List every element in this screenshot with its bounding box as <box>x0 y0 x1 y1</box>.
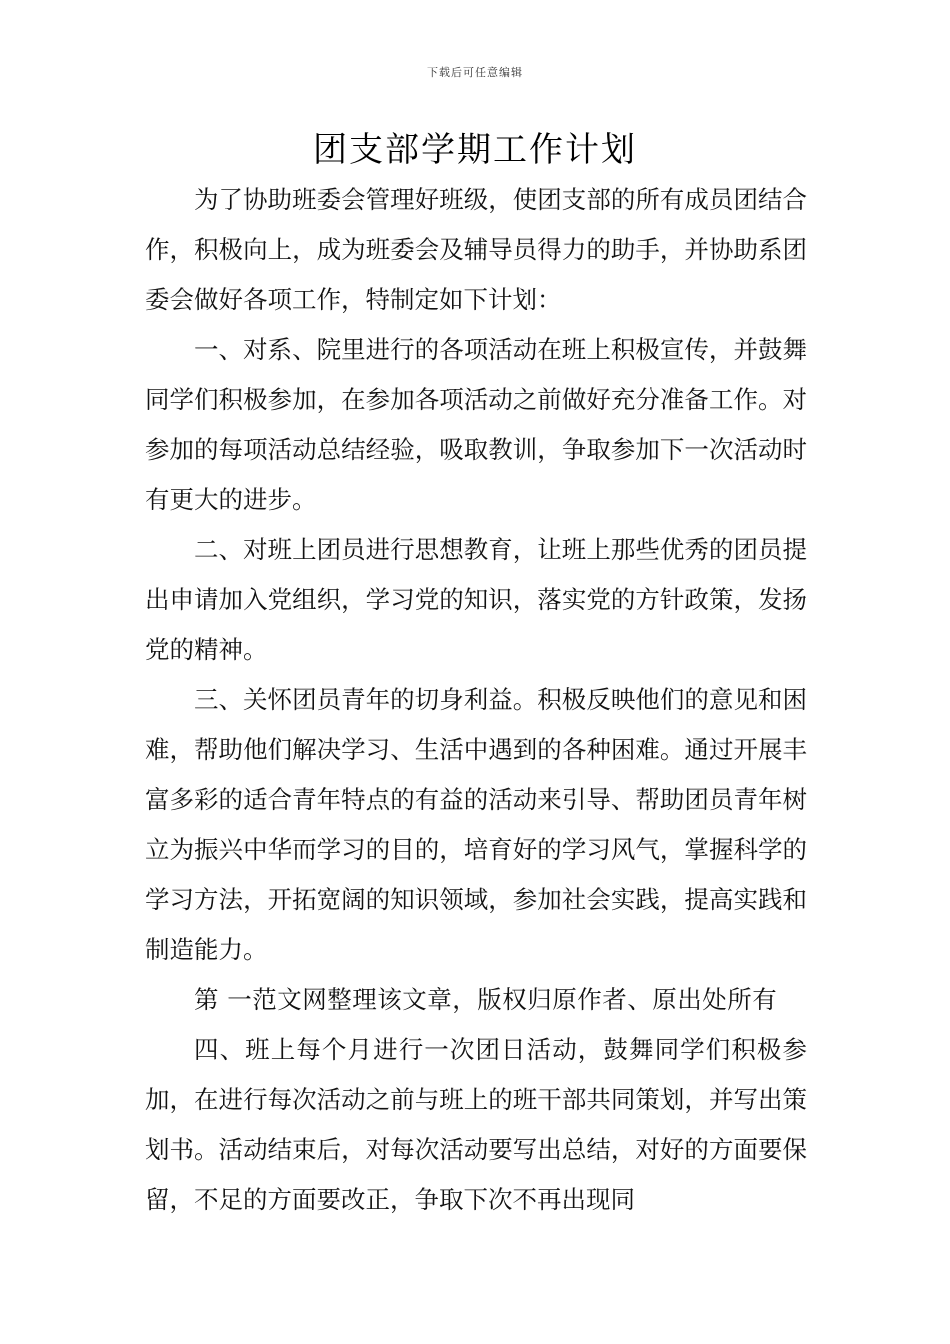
paragraph-item-4: 四、班上每个月进行一次团日活动，鼓舞同学们积极参加，在进行每次活动之前与班上的班干部共同策划，并写出策划书。活动结束后，对每次活动要写出总结，对好的方面要保留，不足的方面要改正，争取下次不再出现同 <box>145 1035 807 1214</box>
paragraph-item-1: 一、对系、院里进行的各项活动在班上积极宣传，并鼓舞同学们积极参加，在参加各项活动之前做好充分准备工作。对参加的每项活动总结经验，吸取教训，争取参加下一次活动时有更大的进步。 <box>145 335 807 514</box>
paragraph-intro: 为了协助班委会管理好班级，使团支部的所有成员团结合作，积极向上，成为班委会及辅导员得力的助手，并协助系团委会做好各项工作，特制定如下计划： <box>145 185 807 314</box>
document-title: 团支部学期工作计划 <box>313 130 637 170</box>
copyright-notice: 第 一范文网整理该文章，版权归原作者、原出处所有 <box>194 985 778 1014</box>
paragraph-item-3: 三、关怀团员青年的切身利益。积极反映他们的意见和困难，帮助他们解决学习、生活中遇到的各种困难。通过开展丰富多彩的适合青年特点的有益的活动来引导、帮助团员青年树立为振兴中华而学习的目的，培育好的学习风气，掌握科学的学习方法，开拓宽阔的知识领域，参加社会实践，提高实践和制造能力。 <box>145 685 807 964</box>
page-header-note: 下载后可任意编辑 <box>427 66 523 79</box>
document-body <box>145 175 807 1225</box>
paragraph-item-2: 二、对班上团员进行思想教育，让班上那些优秀的团员提出申请加入党组织，学习党的知识，落实党的方针政策，发扬党的精神。 <box>145 535 807 664</box>
